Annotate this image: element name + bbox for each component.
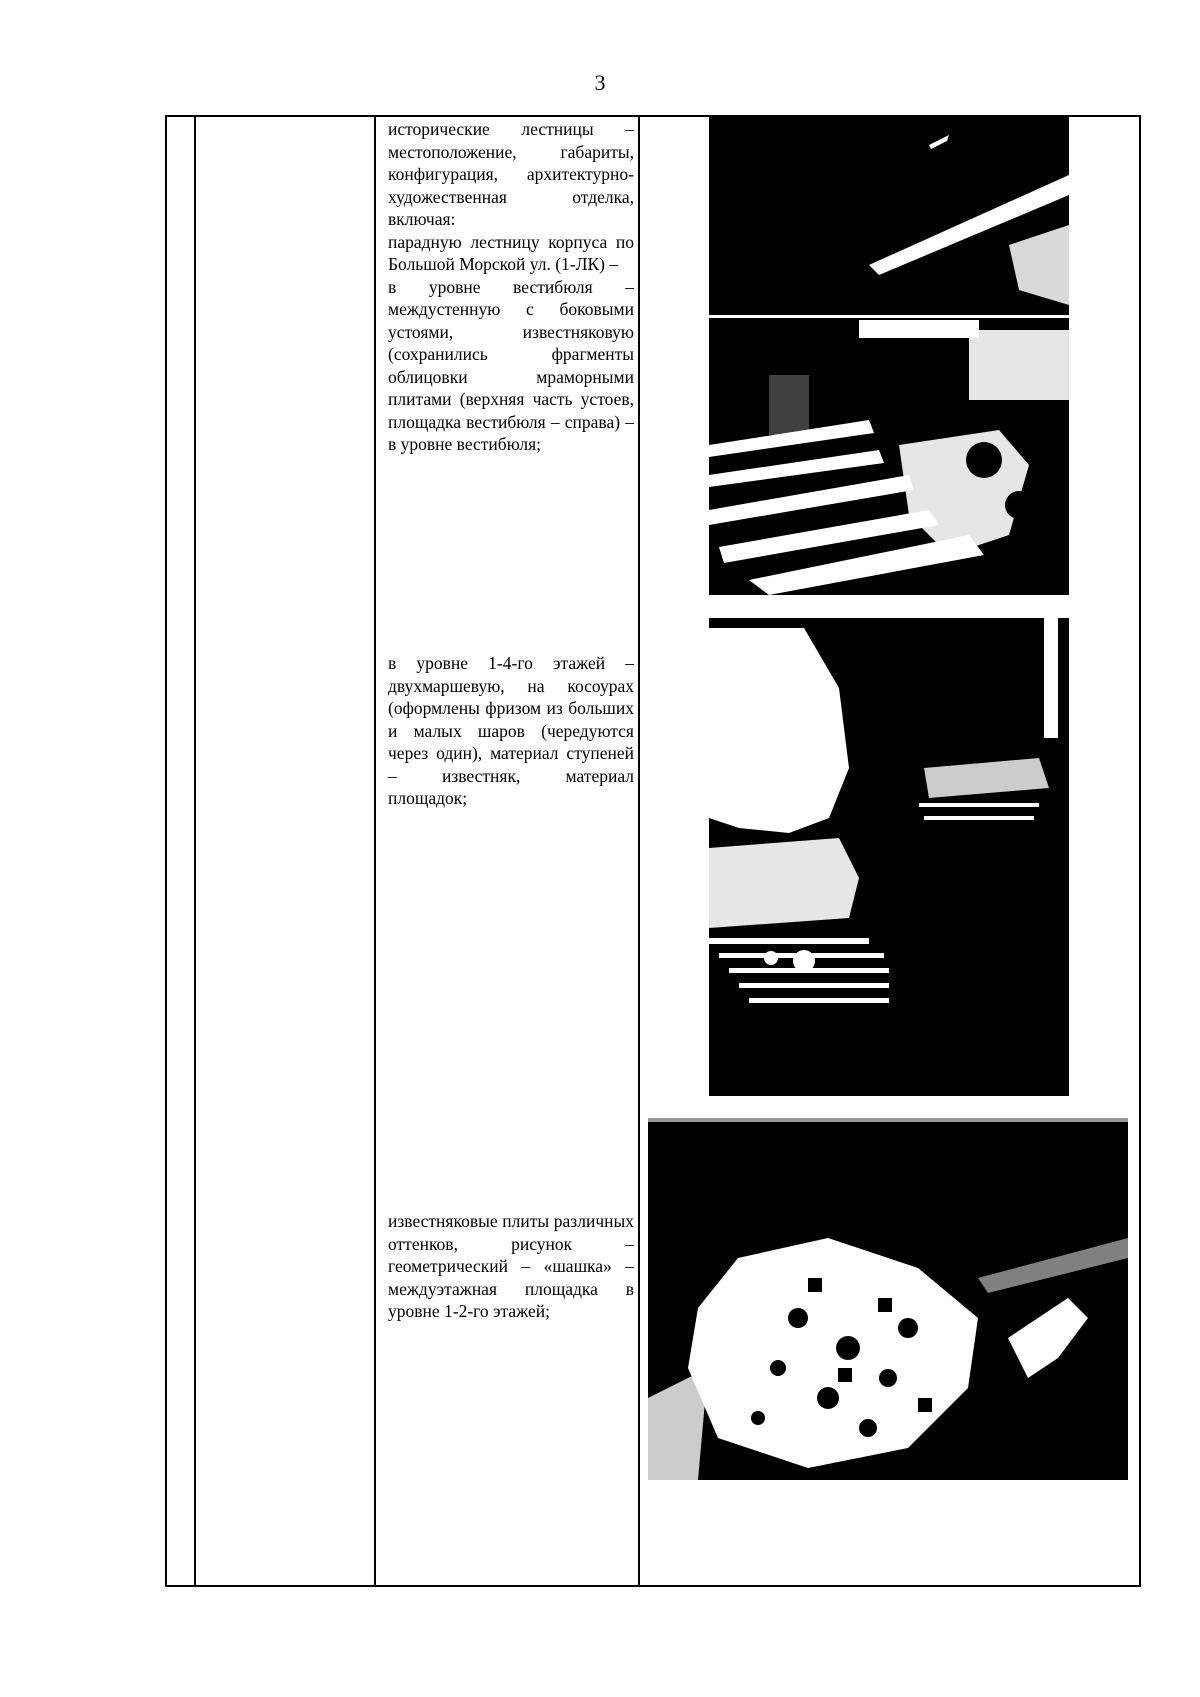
page-number: 3 [594, 70, 606, 95]
section-floors-text [388, 652, 634, 810]
landing-tiles-text: известняковые плиты различных оттенков, рисунок – геометрический – «шашка» – междуэтажная площадка в уровне 1-2-го этажей; [388, 1211, 634, 1321]
photo-landing-tiles [648, 1118, 1128, 1480]
photo-floors-staircase [709, 618, 1069, 1096]
photo-vestibule-staircase [709, 115, 1069, 595]
vestibule-level-text: в уровне вестибюля – междустенную с боковыми устоями, известняковую (сохранились фрагменты облицовки мраморными плитами (верхняя часть устоев, площадка вестибюля – справа) – в уровне вестибюля; [388, 276, 634, 454]
section-landing-text [388, 1210, 634, 1323]
floors-staircase-text: в уровне 1-4-го этажей – двухмаршевую, на косоурах (оформлены фризом из больших и малых шаров (чередуются через один), материал ступеней – известняк, материал площадок; [388, 653, 634, 808]
historic-stairs-text: исторические лестницы – местоположение, габариты, конфигурация, архитектурно-художественная отделка, включая: [388, 119, 634, 229]
column-divider-3 [638, 115, 640, 1587]
column-divider-1 [194, 115, 196, 1587]
column-divider-2 [374, 115, 376, 1587]
main-staircase-text: парадную лестницу корпуса по Большой Морской ул. (1-ЛК) – [388, 231, 634, 274]
section-vestibule-text [388, 118, 634, 456]
